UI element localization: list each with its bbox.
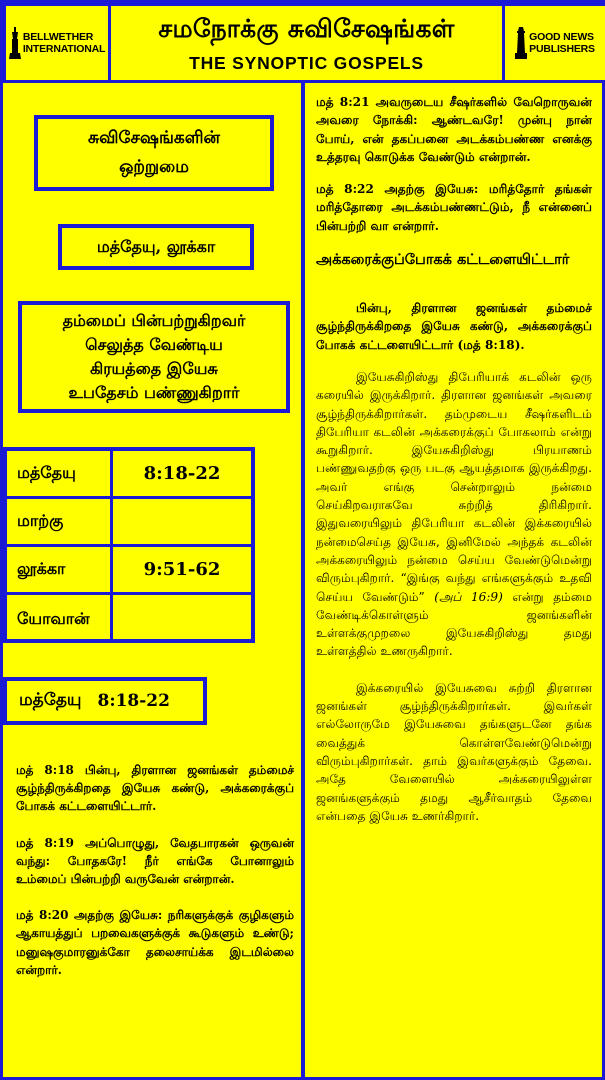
bellwether-logo	[3, 3, 111, 83]
ref-row-luke	[7, 547, 251, 595]
ref-value	[113, 499, 251, 544]
left-verses	[16, 761, 294, 997]
right-column	[316, 93, 592, 843]
commentary	[316, 368, 592, 825]
header	[3, 3, 605, 83]
ref-row-matthew	[7, 451, 251, 499]
commentary-para-2: இக்கரையில் இயேசுவை சுற்றி திரளான ஜனங்கள் சூழ்ந்திருக்கிறார்கள். இவர்கள் எல்லோருமே இயேசுவை தங்களுடனே தங்க வைத்துக் கொள்ளவேண்டுமென்று விரும்புகிறார்கள். தாம் இவர்களுக்கும் தேவை. அதே வேளையில் அக்கரையிலுள்ள ஜனங்களுக்கும் தமது ஆசீர்வாதம் தேவை என்பதை இயேசு உணர்கிறார்.	[316, 680, 592, 823]
reference-table	[3, 447, 255, 643]
good-news-logo	[502, 3, 605, 83]
bell-tower-icon	[9, 27, 21, 59]
title-box	[108, 3, 505, 83]
bellwether-line2: INTERNATIONAL	[22, 43, 106, 55]
verse-8-20: மத் 8:20 அதற்கு இயேசு: நரிகளுக்குக் குழிகளும் ஆகாயத்துப் பறவைகளுக்குக் கூடுகளும் உண்டு; மனுஷகுமாரனுக்கோ தலைசாய்க்க இடமில்லை என்றார்.	[16, 908, 294, 977]
lighthouse-icon	[515, 27, 527, 59]
topic-line2: ஒற்றுமை	[119, 157, 189, 177]
verse-8-18: மத் 8:18 பின்பு, திரளான ஜனங்கள் தம்மைச் சூழ்ந்திருக்கிறதை இயேசு கண்டு, அக்கரைக்குப் போகக் கட்டளையிட்டார்.	[16, 763, 294, 814]
verse-8-21: மத் 8:21 அவருடைய சீஷர்களில் வேறொருவன் அவரை நோக்கி: ஆண்டவரே! முன்பு நான் போய், என் தகப்பனை அடக்கம்பண்ண எனக்கு உத்தரவு கொடுக்க வேண்டும் என்றான்.	[316, 95, 592, 164]
good-news-line1: GOOD NEWS	[529, 31, 594, 43]
page-title-english: THE SYNOPTIC GOSPELS	[189, 53, 424, 73]
subtopic-line2: செலுத்த வேண்டிய	[85, 335, 223, 354]
ref-row-john	[7, 595, 251, 643]
ref-book: மத்தேயு	[7, 451, 113, 496]
ref-value: 8:18-22	[143, 463, 221, 484]
ref-book: யோவான்	[7, 595, 113, 643]
passage-ref: 8:18-22	[97, 691, 170, 711]
page-title-tamil: சமநோக்கு சுவிசேஷங்கள்	[158, 14, 455, 43]
column-divider	[301, 83, 305, 1080]
ref-book: மாற்கு	[7, 499, 113, 544]
subtopic-box	[18, 301, 290, 413]
ref-row-mark	[7, 499, 251, 547]
ref-book: லூக்கா	[7, 547, 113, 592]
commentary-para-1	[316, 368, 592, 661]
books-label: மத்தேயு, லூக்கா	[96, 236, 216, 256]
ref-value: 9:51-62	[143, 559, 221, 580]
bellwether-line1: BELLWETHER	[22, 31, 94, 43]
section-heading: அக்கரைக்குப்போகக் கட்டளையிட்டார்	[316, 251, 570, 269]
ref-value	[113, 595, 251, 643]
para1-text-b: என்று தம்மை வேண்டிக்கொள்ளும் ஜனங்களின் உள்ளக்குமுறலை இயேசுகிறிஸ்து தமது உள்ளத்தில் உணருகிறார்.	[316, 589, 592, 659]
subtopic-line1: தம்மைப் பின்பற்றுகிறவர்	[62, 311, 246, 330]
passage-book: மத்தேயு	[19, 690, 82, 710]
para1-ref: (அப் 16:9)	[434, 589, 503, 604]
verse-8-22: மத் 8:22 அதற்கு இயேசு: மரித்தோர் தங்கள் மரித்தோரை அடக்கம்பண்ணட்டும், நீ என்னைப் பின்பற்றி வா என்றார்.	[316, 182, 592, 233]
topic-line1: சுவிசேஷங்களின்	[88, 128, 220, 148]
good-news-line2: PUBLISHERS	[529, 43, 595, 55]
topic-box	[34, 115, 274, 191]
passage-box	[3, 677, 207, 725]
books-box	[58, 224, 254, 270]
para1-text-a: இயேசுகிறிஸ்து திபேரியாக் கடலின் ஒரு கரையில் இருக்கிறார். திரளான ஜனங்கள் அவரை சூழ்ந்திருக்கிறார்கள். தம்முடைய சீஷர்களிடம் திபேரியா கடலின் அக்கரைக்குப் போகலாம் என்று கூறுகிறார். இயேசுகிறிஸ்து பிரயாணம் பண்ணுவதற்கு ஒரு படகு ஆயத்தமாக இருக்கிறது. அவர் எங்கு சென்றாலும் நன்மை செய்கிறவராகவே சுற்றித் திரிகிறார். இதுவரையிலும் திபேரியா கடலின் இக்கரையில் நன்மைசெய்த இயேசு, இனிமேல் அந்தக் கடலின் அக்கரையிலும் நன்மை செய்ய வேண்டுமென்று விரும்புகிறார். “இங்கு வந்து எங்களுக்கும் உதவி செய்ய வேண்டும்”	[316, 369, 592, 604]
subtopic-line4: உபதேசம் பண்ணுகிறார்	[68, 383, 240, 402]
subtopic-line3: கிரயத்தை இயேசு	[90, 359, 218, 378]
verse-8-19: மத் 8:19 அப்பொழுது, வேதபாரகன் ஒருவன் வந்து: போதகரே! நீர் எங்கே போனாலும் உம்மைப் பின்பற்றி வருவேன் என்றான்.	[16, 835, 294, 887]
intro-paragraph: பின்பு, திரளான ஜனங்கள் தம்மைச் சூழ்ந்திருக்கிறதை இயேசு கண்டு, அக்கரைக்குப் போகக் கட்டளையிட்டார் (மத் 8:18).	[316, 301, 592, 352]
